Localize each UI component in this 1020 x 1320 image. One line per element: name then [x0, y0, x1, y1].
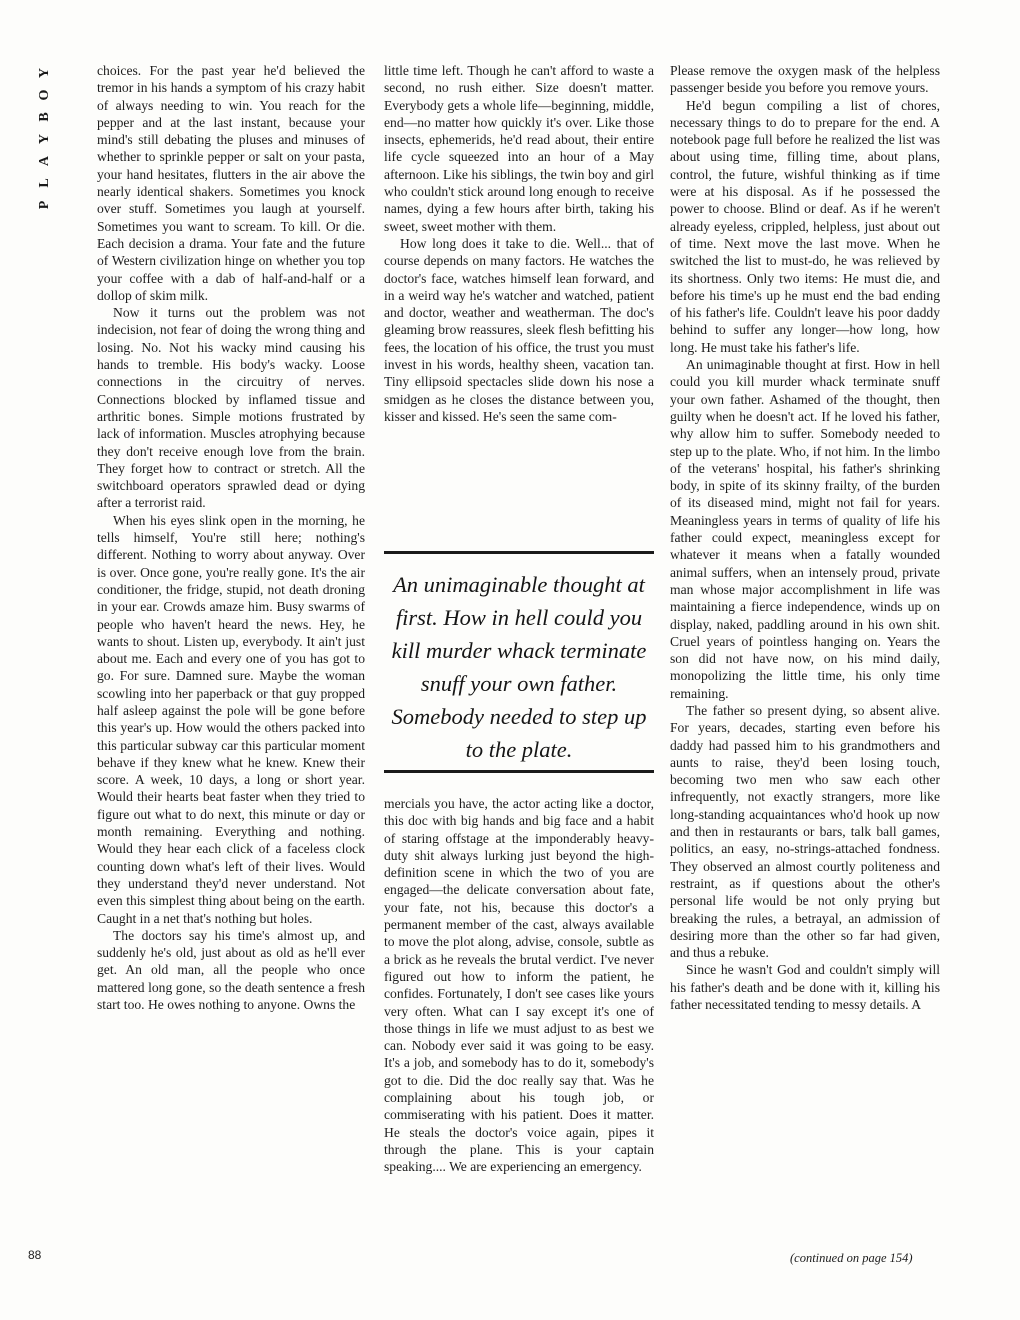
continued-note: (continued on page 154): [790, 1251, 913, 1265]
paragraph: The father so present dying, so absent alive. For years, decades, starting even before his daddy had passed him to his grandmothers and aunts to raise, they'd been losing touch, becoming two men who saw each other infrequently, not exactly strangers, more like long-standing acquaintances who'd hook up now and then in restaurants or bars, talk ball games, politics, an easy, no-strings-attached fondness. They observed an almost courtly politeness and restraint, as if questions about the other's personal life would be not only prying but breaking the rules, a betrayal, an admission of desiring more than the other so far had given, and thus a rebuke.: [670, 702, 940, 961]
paragraph: choices. For the past year he'd believed the tremor in his hands a symptom of his crazy habit of always needing to win. You reach for the pepper and at the last instant, because your mind's still debating the pluses and minuses of whether to sprinkle pepper or salt on your pasta, your hand hesitates, flutters in the air above the nearly identical shakers. Sometimes you knock over stuff. Sometimes you laugh at yourself. Sometimes you want to scream. To kill. Or die. Each decision a drama. Your fate and the future of Western civilization hinge on whether you top your coffee with a dab of half-and-half or a dollop of skim milk.: [97, 63, 365, 303]
brand-letter: B: [37, 112, 52, 122]
page-number: 88: [28, 1248, 42, 1262]
brand-letter: L: [37, 178, 52, 188]
brand-letter: A: [37, 155, 52, 167]
paragraph: When his eyes slink open in the morning, he tells himself, You're still here; nothing's different. Nothing to worry about anyway. Over is over. Once gone, you're really gone. It's the air conditioner, the fridge, stupid, not death droning in your ear. Crowds amaze him. Busy swarms of people who haven't heard the news. Hey, he wants to shout. Listen up, everybody. It ain't just about me. Each and every one of you has got to go. For sure. Damned sure. Maybe the woman scowling into her paperback or that guy propped half asleep against the pole will be gone before this year's up. How would the others packed into this particular subway car this particular moment behave if they knew what he knew. Knew their score. A week, 10 days, a long or short year. Would their hearts beat faster when they tried to figure out what to do next, this minute or day or month remaining. Everything and nothing. Would they hear each click of a faceless clock counting down what's left of their lives. Would they understand they'd never understand. Not even this simplest thing about being on the earth. Caught in a net that's nothing but holes.: [97, 512, 365, 926]
paragraph: Please remove the oxygen mask of the helpless passenger beside you before you remove yours.: [670, 63, 940, 96]
brand-letter: P: [37, 200, 52, 210]
paragraph: Since he wasn't God and couldn't simply will his father's death and be done with it, killing his father necessitated tending to messy details. A: [670, 962, 940, 1013]
brand-letter: Y: [37, 133, 52, 145]
paragraph: An unimaginable thought at first. How in hell could you kill murder whack terminate snuff your own father. Ashamed of the thought, then guilty when he doesn't act. If he loved his father, why allow him to suffer. Somebody needed to step up to the plate. Who, if not him. In the limbo of the veterans' hospital, his father's shrinking body, in spite of its skinny frailty, of the burden of its diseased mind, might not fail for years. Meaningless years in terms of quality of life his father could expect, meaningless except for whatever it means when a fatally wounded animal suffers, when an intensely proud, private man whose major accomplishment in life was maintaining a fierce independence, winds up on display, naked, paddling around in his own shit. Cruel years of pointless hanging on. Years the son did not have now, on his mind daily, monopolizing the little time, his only time remaining.: [670, 357, 940, 701]
text-column-2-top: [384, 62, 654, 425]
paragraph: The doctors say his time's almost up, and suddenly he's old, just about as old as he'll ever get. An old man, all the people who once mattered long gone, so the death sentence a fresh start too. He owes nothing to anyone. Owns the: [97, 927, 365, 1013]
text-column-1: [97, 62, 365, 1013]
paragraph: He'd begun compiling a list of chores, necessary things to do to prepare for the end. A notebook page full before he realized the list was about using time, filling time, about plans, control, the future, wishful thinking as if time were at his disposal. As if he possessed the power to choose. Blind or deaf. As if he weren't already eyeless, crippled, helpless, just about out of time. Next move the last move. When he switched the list to must-do, he was relieved by its shortness. Only two items: He must die, and before his time's up he must end the bad ending of his father's life. Couldn't leave his poor daddy behind to suffer any longer—how long, how long. He must take his father's life.: [670, 97, 940, 355]
text-column-3: [670, 62, 940, 1013]
text-column-2-bottom: [384, 795, 654, 1176]
paragraph: How long does it take to die. Well... that of course depends on many factors. He watches the doctor's face, watches himself lean forward, and in a weird way he's watcher and watched, patient and doctor, weather and weatherman. The doc's gleaming brow reassures, sleek flesh befitting his fees, the location of his office, the trust you must invest in his words, healthy sheen, vacation tan. Tiny ellipsoid spectacles slide down his nose a smidgen as he closes the distance between you, kisser and kissed. He's seen the same com-: [384, 235, 654, 424]
paragraph: little time left. Though he can't afford to waste a second, no rush either. Size doesn't matter. Everybody gets a whole life—beginning, middle, end—no matter how quickly it's over. Like those insects, ephemerids, he'd read about, their entire life cycle squeezed into an hour of a May afternoon. Like his siblings, the twin boy and girl who couldn't stick around long enough to receive names, dying a few hours after birth, taking his sweet, sweet mother with them.: [384, 63, 654, 234]
magazine-vertical-title: [32, 62, 58, 216]
brand-letter: O: [37, 89, 52, 101]
brand-letter: Y: [37, 67, 52, 79]
paragraph: mercials you have, the actor acting like a doctor, this doc with big hands and big face and a habit of staring offstage at the imponderably heavy-duty shit always lurking just beyond the high-definition scene in which the two of you are engaged—the delicate conversation about fate, your fate, not his, because this doctor's a permanent member of the cast, always available to move the plot along, advise, console, subtle as a brick as he reveals the brutal verdict. I've never figured out how to inform the patient, he confides. Fortunately, I don't see cases like yours very often. What can I say except it's one of those things in life we must adjust to as best we can. Nobody ever said it was going to be easy. It's a job, and somebody has to do it, somebody's got to die. Did the doc really say that. Was he complaining about his tough job, or commiserating with his patient. Does it matter. He steals the doctor's voice again, pipes it through the plane. This is your captain speaking.... We are experiencing an emergency.: [384, 796, 654, 1175]
pull-quote: An unimaginable thought at first. How in hell could you kill murder whack terminate snuff your own father. Somebody needed to step up to the plate.: [384, 551, 654, 773]
paragraph: Now it turns out the problem was not indecision, not fear of doing the wrong thing and losing. No. Not his wacky mind causing his hands to tremble. His body's wacky. Loose connections in the circuitry of nerves. Connections blocked by inflamed tissue and arthritic bones. Simple motions frustrated by lack of information. Muscles atrophying because they don't receive enough love from the brain. They forget how to contract or stretch. All the switchboard operators sprawled dead or dying after a terrorist raid.: [97, 305, 365, 511]
